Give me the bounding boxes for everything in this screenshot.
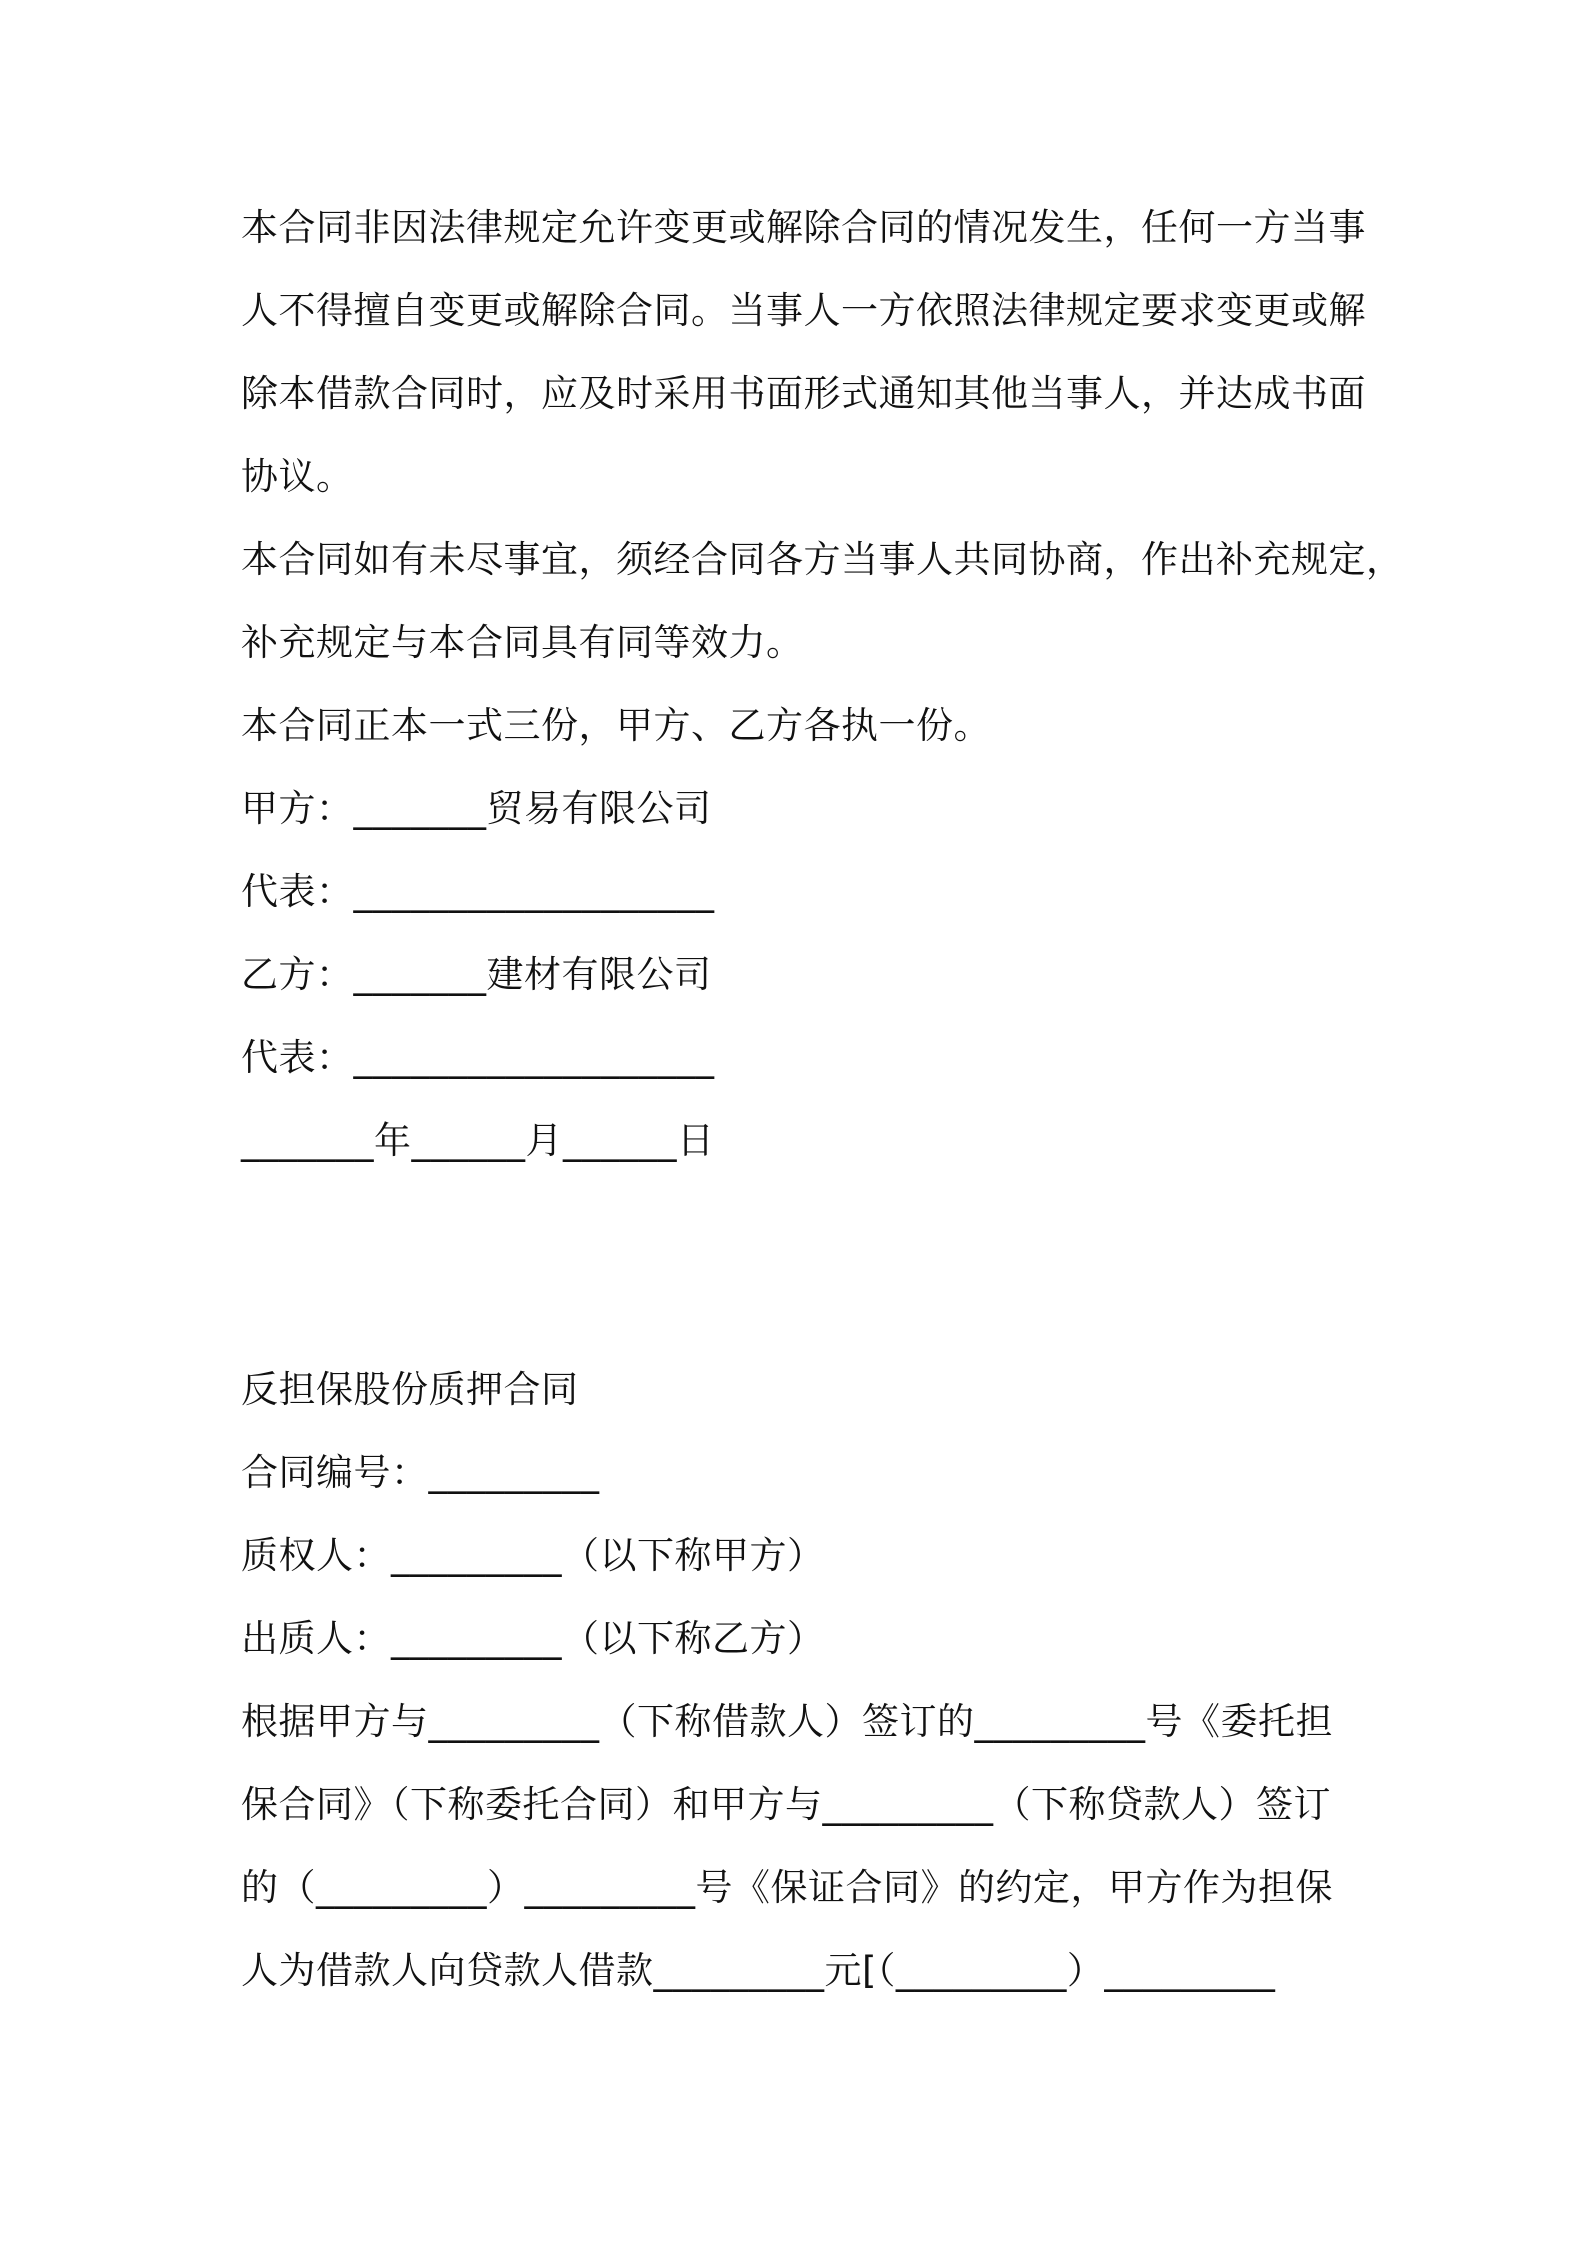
party-a-representative-line: 代表：___________________ [241,870,715,913]
party-b-representative-line: 代表：___________________ [241,1036,715,1079]
party-b-line: 乙方：_______建材有限公司 [241,953,712,996]
party-a-line: 甲方：_______贸易有限公司 [241,787,712,830]
recital-line: 保合同》（下称委托合同）和甲方与_________（下称贷款人）签订 [241,1783,1331,1826]
contract-number-line: 合同编号：_________ [241,1451,600,1494]
pledgor-line: 出质人：_________（以下称乙方） [241,1617,825,1660]
recital-line: 的（_________）_________号《保证合同》的约定，甲方作为担保 [241,1866,1333,1909]
recital-line: 人为借款人向贷款人借款_________元[（_________）_________ [241,1949,1276,1992]
clause-line: 协议。 [241,455,354,498]
contract-title: 反担保股份质押合同 [241,1368,579,1411]
copies-clause: 本合同正本一式三份，甲方、乙方各执一份。 [241,704,991,747]
clause-line: 除本借款合同时，应及时采用书面形式通知其他当事人，并达成书面 [241,372,1366,415]
clause-line: 人不得擅自变更或解除合同。当事人一方依照法律规定要求变更或解 [241,289,1366,332]
clause-line: 本合同如有未尽事宜，须经合同各方当事人共同协商，作出补充规定， [241,538,1404,581]
clause-line: 补充规定与本合同具有同等效力。 [241,621,804,664]
pledgee-line: 质权人：_________（以下称甲方） [241,1534,825,1577]
signing-date-line: _______年______月______日 [241,1119,715,1162]
recital-line: 根据甲方与_________（下称借款人）签订的_________号《委托担 [241,1700,1333,1743]
clause-line: 本合同非因法律规定允许变更或解除合同的情况发生，任何一方当事 [241,206,1366,249]
